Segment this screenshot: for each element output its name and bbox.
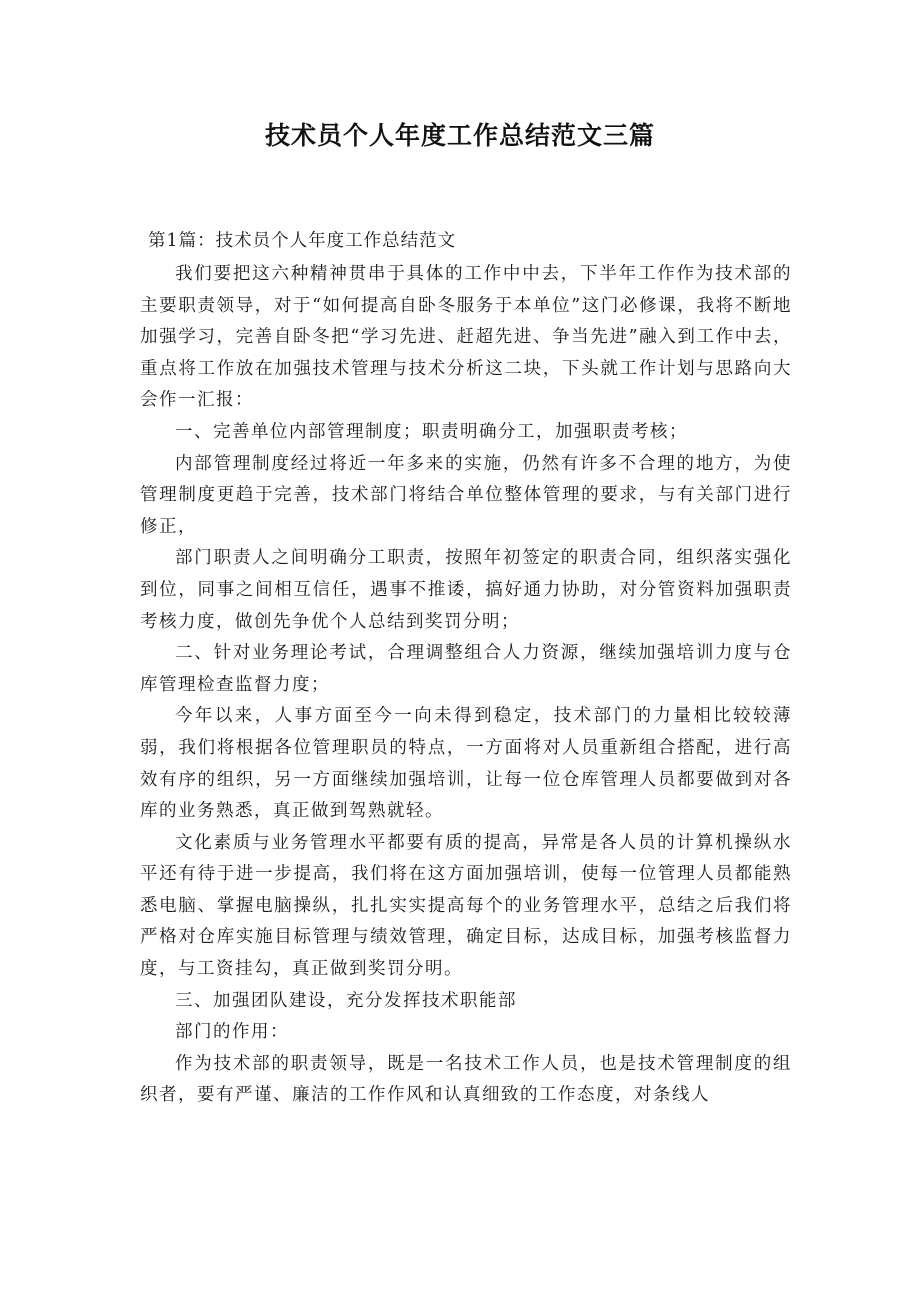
paragraph: 部门职责人之间明确分工职责，按照年初签定的职责合同，组织落实强化到位，同事之间相互信任，遇事不推诿，搞好通力协助，对分管资料加强职责考核力度，做创先争优个人总结到奖罚分明；	[140, 548, 792, 632]
paragraph: 部门的作用：	[175, 1022, 289, 1043]
paragraph: 内部管理制度经过将近一年多来的实施，仍然有许多不合理的地方，为使管理制度更趋于完善，技术部门将结合单位整体管理的要求，与有关部门进行修正，	[140, 453, 792, 537]
paragraph: 三、加强团队建设，充分发挥技术职能部	[175, 990, 517, 1011]
paragraph: 一、完善单位内部管理制度；职责明确分工，加强职责考核；	[175, 421, 688, 442]
paragraph: 今年以来，人事方面至今一向未得到稳定，技术部门的力量相比较较薄弱，我们将根据各位管理职员的特点，一方面将对人员重新组合搭配，进行高效有序的组织，另一方面继续加强培训，让每一位仓库管理人员都要做到对各库的业务熟悉，真正做到驾熟就轻。	[140, 706, 792, 822]
document-body	[140, 259, 792, 1112]
document-title: 技术员个人年度工作总结范文三篇	[264, 121, 655, 150]
paragraph: 二、针对业务理论考试，合理调整组合人力资源，继续加强培训力度与仓库管理检查监督力度；	[140, 643, 792, 695]
section-heading: 第1篇：技术员个人年度工作总结范文	[148, 231, 457, 251]
paragraph: 文化素质与业务管理水平都要有质的提高，异常是各人员的计算机操纵水平还有待于进一步提高，我们将在这方面加强培训，使每一位管理人员都能熟悉电脑、掌握电脑操纵，扎扎实实提高每个的业务管理水平，总结之后我们将严格对仓库实施目标管理与绩效管理，确定目标，达成目标，加强考核监督力度，与工资挂勾，真正做到奖罚分明。	[140, 832, 792, 980]
paragraph: 我们要把这六种精神贯串于具体的工作中中去，下半年工作作为技术部的主要职责领导，对于“如何提高自卧冬服务于本单位”这门必修课，我将不断地加强学习，完善自卧冬把“学习先进、赶超先进、争当先进”融入到工作中去，重点将工作放在加强技术管理与技术分析这二块，下头就工作计划与思路向大会作一汇报：	[140, 264, 792, 411]
paragraph: 作为技术部的职责领导，既是一名技术工作人员，也是技术管理制度的组织者，要有严谨、廉洁的工作作风和认真细致的工作态度，对条线人	[140, 1053, 792, 1106]
